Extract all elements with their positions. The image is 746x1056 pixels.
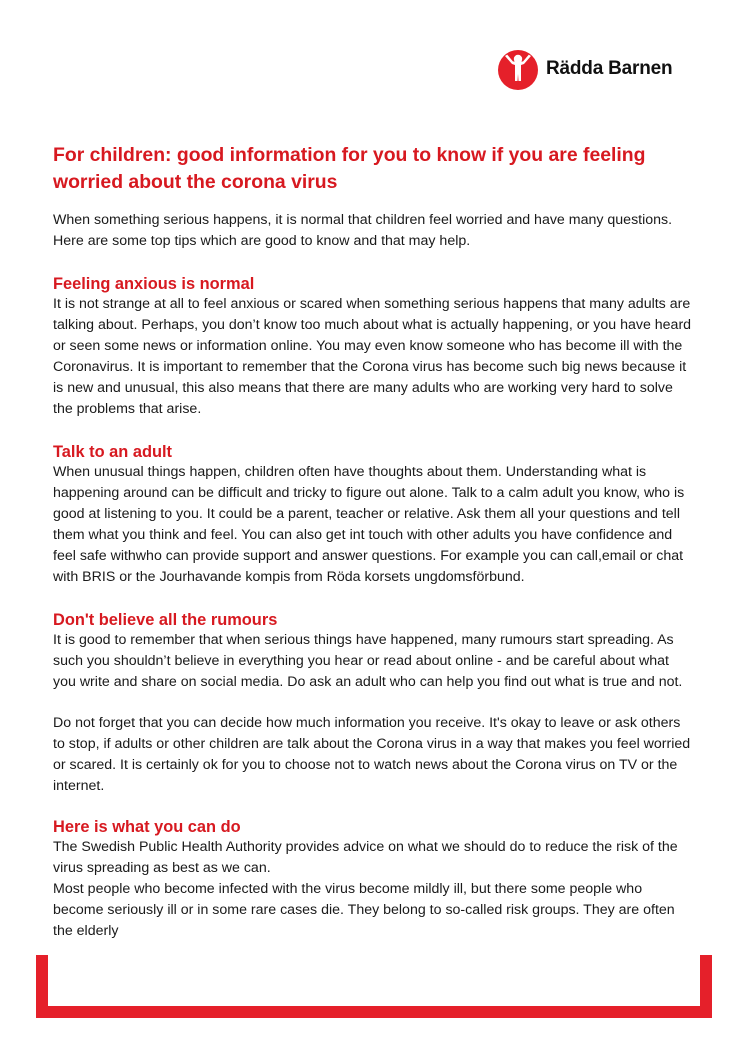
section-paragraph: Do not forget that you can decide how much information you receive. It's okay to leave or ask others to stop, if adults or other children are talk about the Corona virus in a way that makes you feel worried or scared. It is certainly ok for you to choose not to watch news about the Corona virus on TV or the internet. — [53, 715, 691, 794]
section-paragraph: Most people who become infected with the virus become mildly ill, but there some people who become seriously ill or in some rare cases die. They belong to so-called risk groups. They are often the elderly — [53, 881, 675, 939]
section-what-you-can-do — [53, 817, 695, 942]
section-heading: Here is what you can do — [53, 818, 241, 836]
logo-text: Rädda Barnen — [546, 58, 673, 79]
document-body — [53, 142, 695, 942]
section-feeling-anxious — [53, 274, 695, 420]
page-title: For children: good information for you to know if you are feeling worried about the corona virus — [53, 144, 646, 193]
section-talk-to-adult — [53, 442, 695, 588]
section-paragraph: It is not strange at all to feel anxious or scared when something serious happens that many adults are talking about. Perhaps, you don’t know too much about what is actually happening, or you have heard or seen some news or information online. You may even know someone who has become ill with the Coronavirus. It is important to remember that the Corona virus has become such big news because it is new and unusual, this also means that there are many adults who are working very hard to solve the problems that arise. — [53, 296, 692, 417]
rb-logo — [496, 44, 696, 94]
section-rumours — [53, 610, 695, 797]
footer-frame — [36, 955, 712, 1018]
section-heading: Talk to an adult — [53, 443, 172, 461]
rb-logo-icon — [496, 45, 540, 93]
section-paragraph: It is good to remember that when serious things have happened, many rumours start spreading. As such you shouldn’t believe in everything you hear or read about online - and be careful about what you write and share on social media. Do ask an adult who can help you find out what is true and not. — [53, 632, 683, 690]
section-heading: Feeling anxious is normal — [53, 275, 255, 293]
section-paragraph: When unusual things happen, children often have thoughts about them. Understanding what is happening around can be difficult and tricky to figure out alone. Talk to a calm adult you know, who is good at listening to you. It could be a parent, teacher or relative. Ask them all your questions and tell them what you think and feel. You can also get int touch with other adults you have confidence and feel safe withwho can provide support and answer questions. For example you can call,email or chat with BRIS or the Jourhavande kompis from Röda korsets ungdomsförbund. — [53, 464, 685, 585]
intro-paragraph: When something serious happens, it is normal that children feel worried and have many questions. Here are some top tips which are good to know and that may help. — [53, 212, 673, 249]
section-heading: Don't believe all the rumours — [53, 611, 278, 629]
section-paragraph: The Swedish Public Health Authority provides advice on what we should do to reduce the risk of the virus spreading as best as we can. — [53, 839, 678, 876]
